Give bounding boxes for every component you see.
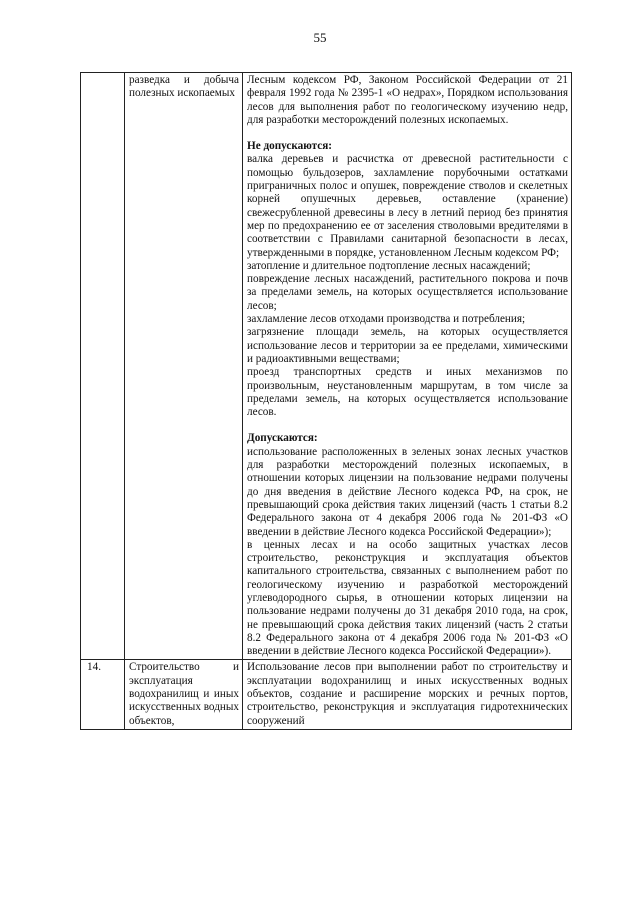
list-item: повреждение лесных насаждений, растительного покрова и почв за пределами земель, на которых осуществляется использование лесов; [247,273,568,312]
regulations-table [80,72,572,730]
list-item: валка деревьев и расчистка от древесной растительности с помощью бульдозеров, захламление порубочными остатками приграничных полос и опушек, повреждение стволов и скелетных корней опушечных деревьев, оставление (хранение) свежесрубленной древесины в лесу в летний период без принятия мер по предохранению ее от заселения стволовыми вредителями в соответствии с Правилами санитарной безопасности в лесах, утвержденными в порядке, установленном Лесным кодексом РФ; [247,153,568,259]
list-item: захламление лесов отходами производства и потребления; [247,313,526,326]
list-item: использование расположенных в зеленых зонах лесных участков для разработки месторождений полезных ископаемых, в отношении которых лицензии на пользование недрами получены до дня введения в действие Лесного кодекса РФ, на срок, не превышающий срока действия таких лицензий (часть 1 статьи 8.2 Федерального закона от 4 декабря 2006 года № 201-ФЗ «О введении в действие Лесного кодекса Российской Федерации»); [247,445,568,538]
table-row [81,73,572,660]
description-cell [243,660,572,729]
allowed-heading: Допускаются: [247,432,318,445]
activity-name-cell: разведка и добыча полезных ископаемых [125,73,243,660]
list-item: в ценных лесах и на особо защитных участках лесов строительство, реконструкция и эксплуатация объектов капитального строительства, связанных с выполнением работ по геологическому изучению и разработкой месторождений углеводородного сырья, в отношении которых лицензии на пользование недрами получены до 31 декабря 2010 года, на срок, не превышающий срока действия таких лицензий (часть 2 статьи 8.2 Федерального закона от 4 декабря 2006 года № 201-ФЗ «О введении в действие Лесного кодекса Российской Федерации»). [247,538,568,658]
row-number-cell [81,73,125,660]
description-intro: Лесным кодексом РФ, Законом Российской Федерации от 21 февраля 1992 года № 2395-1 «О недрах», Порядком использования лесов для выполнения работ по геологическому изучению недр, для разработки месторождений полезных ископаемых. [247,74,568,126]
row-number-cell: 14. [81,660,125,729]
not-allowed-heading: Не допускаются: [247,140,333,153]
page-number: 55 [313,30,327,45]
list-item: проезд транспортных средств и иных механизмов по произвольным, неустановленным маршрутам, в том числе за пределами земель, на которых осуществляется использование лесов. [247,366,568,419]
description-intro: Использование лесов при выполнении работ по строительству и эксплуатации водохранилищ и иных искусственных водных объектов, создание и расширение морских и речных портов, строительство, реконструкция и эксплуатация гидротехнических сооружений [247,661,568,727]
description-cell [243,73,572,660]
activity-name-cell: Строительство и эксплуатация водохранилищ и иных искусственных водных объектов, [125,660,243,729]
table-row [81,660,572,729]
list-item: затопление и длительное подтопление лесных насаждений; [247,259,531,272]
list-item: загрязнение площади земель, на которых осуществляется использование лесов и территории за ее пределами, химическими и радиоактивными веществами; [247,326,568,365]
